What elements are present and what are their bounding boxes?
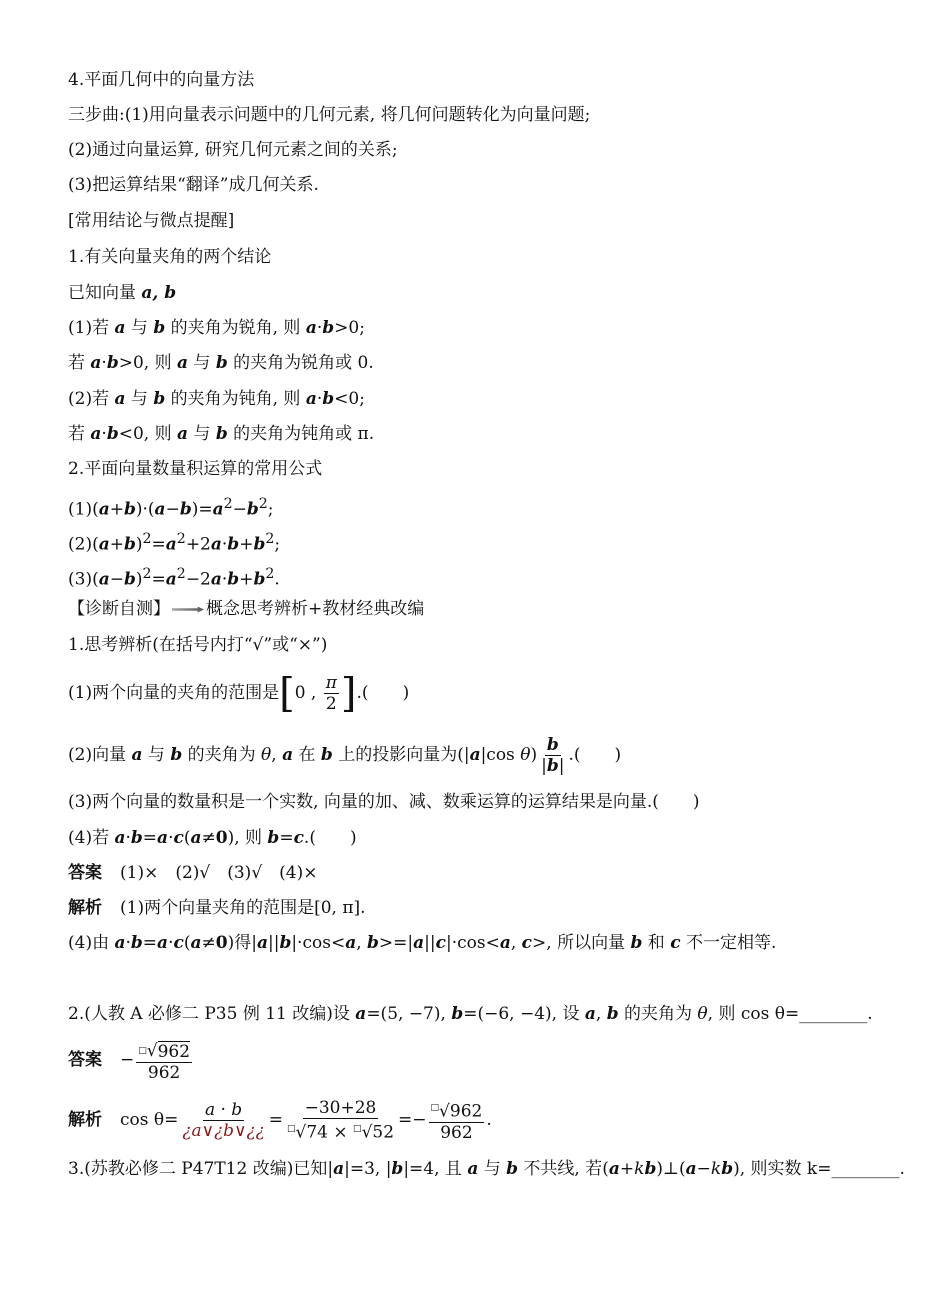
- q1-item4: (4)若 a·b=a·c(a≠0), 则 b=c.( ): [68, 828, 357, 848]
- q1-title: 1.思考辨析(在括号内打“√”或“×”): [68, 635, 328, 655]
- analysis1-item4: (4)由 a·b=a·c(a≠0)得|a||b|·cos<a, b>=|a||c|·cos<a, c>, 所以向量 b 和 c 不一定相等.: [68, 933, 777, 953]
- formula2: $(2)(a+b)^2=a^2+2a\cdot b+b^2$;: [68, 531, 281, 555]
- answer2: 答案 − □ √ 962 962: [68, 1035, 194, 1085]
- arrow-icon: [172, 607, 204, 613]
- q1-item1: (1)两个向量的夹角的范围是[0 , $\frac{\pi}{2}$ ].( ): [68, 670, 410, 717]
- formula3: $(3)(a-b)^2=a^2-2a\cdot b+b^2$.: [68, 566, 280, 590]
- common-conclusions-header: [常用结论与微点提醒]: [68, 211, 235, 231]
- q1-item3: (3)两个向量的数量积是一个实数, 向量的加、减、数乘运算的运算结果是向量.( ): [68, 792, 700, 812]
- known-vectors: 已知向量 a, b: [68, 283, 177, 303]
- section4-title: 4.平面几何中的向量方法: [68, 70, 255, 90]
- step2-text: (2)通过向量运算, 研究几何元素之间的关系;: [68, 140, 398, 160]
- q2-text: 2.(人教 A 必修二 P35 例 11 改编)设 a=(5, −7), b=(−6, −4), 设 a, b 的夹角为 θ, 则 cos θ=________.: [68, 1004, 873, 1024]
- analysis2: 解析 cos θ= $\frac{a \cdot b}{¿a\vee¿b\vee¿¿}$ = $\frac{-30+28}{^□√74 \times ^□√52}$ =− $\frac{^□√962}{962}$ .: [68, 1098, 492, 1143]
- conclusion1-item1: (1)若 a 与 b 的夹角为锐角, 则 a·b>0;: [68, 318, 365, 338]
- conclusion1-item4: 若 a·b<0, 则 a 与 b 的夹角为钝角或 π.: [68, 424, 375, 444]
- q1-item2: (2)向量 a 与 b 的夹角为 θ, a 在 b 上的投影向量为(|a|cos θ) $\frac{b}{|b|}$ .( ): [68, 735, 622, 776]
- conclusion2-title: 2.平面向量数量积运算的常用公式: [68, 459, 323, 479]
- q3-text: 3.(苏教必修二 P47T12 改编)已知|a|=3, |b|=4, 且 a 与 b 不共线, 若(a+kb)⊥(a−kb), 则实数 k=________.: [68, 1159, 905, 1179]
- conclusion1-item3: (2)若 a 与 b 的夹角为钝角, 则 a·b<0;: [68, 389, 365, 409]
- analysis1: 解析 (1)两个向量夹角的范围是[0, π].: [68, 898, 366, 918]
- formula1: $(1)(a+b)\cdot(a-b)=a^2-b^2$;: [68, 496, 274, 520]
- answer1: 答案 (1)× (2)√ (3)√ (4)×: [68, 863, 318, 883]
- step3-text: (3)把运算结果“翻译”成几何关系.: [68, 175, 319, 195]
- diagnosis-header: 【诊断自测】 概念思考辨析+教材经典改编: [68, 599, 425, 619]
- conclusion1-item2: 若 a·b>0, 则 a 与 b 的夹角为锐角或 0.: [68, 353, 374, 373]
- step1-text: 三步曲:(1)用向量表示问题中的几何元素, 将几何问题转化为向量问题;: [68, 105, 591, 125]
- conclusion1-title: 1.有关向量夹角的两个结论: [68, 247, 272, 267]
